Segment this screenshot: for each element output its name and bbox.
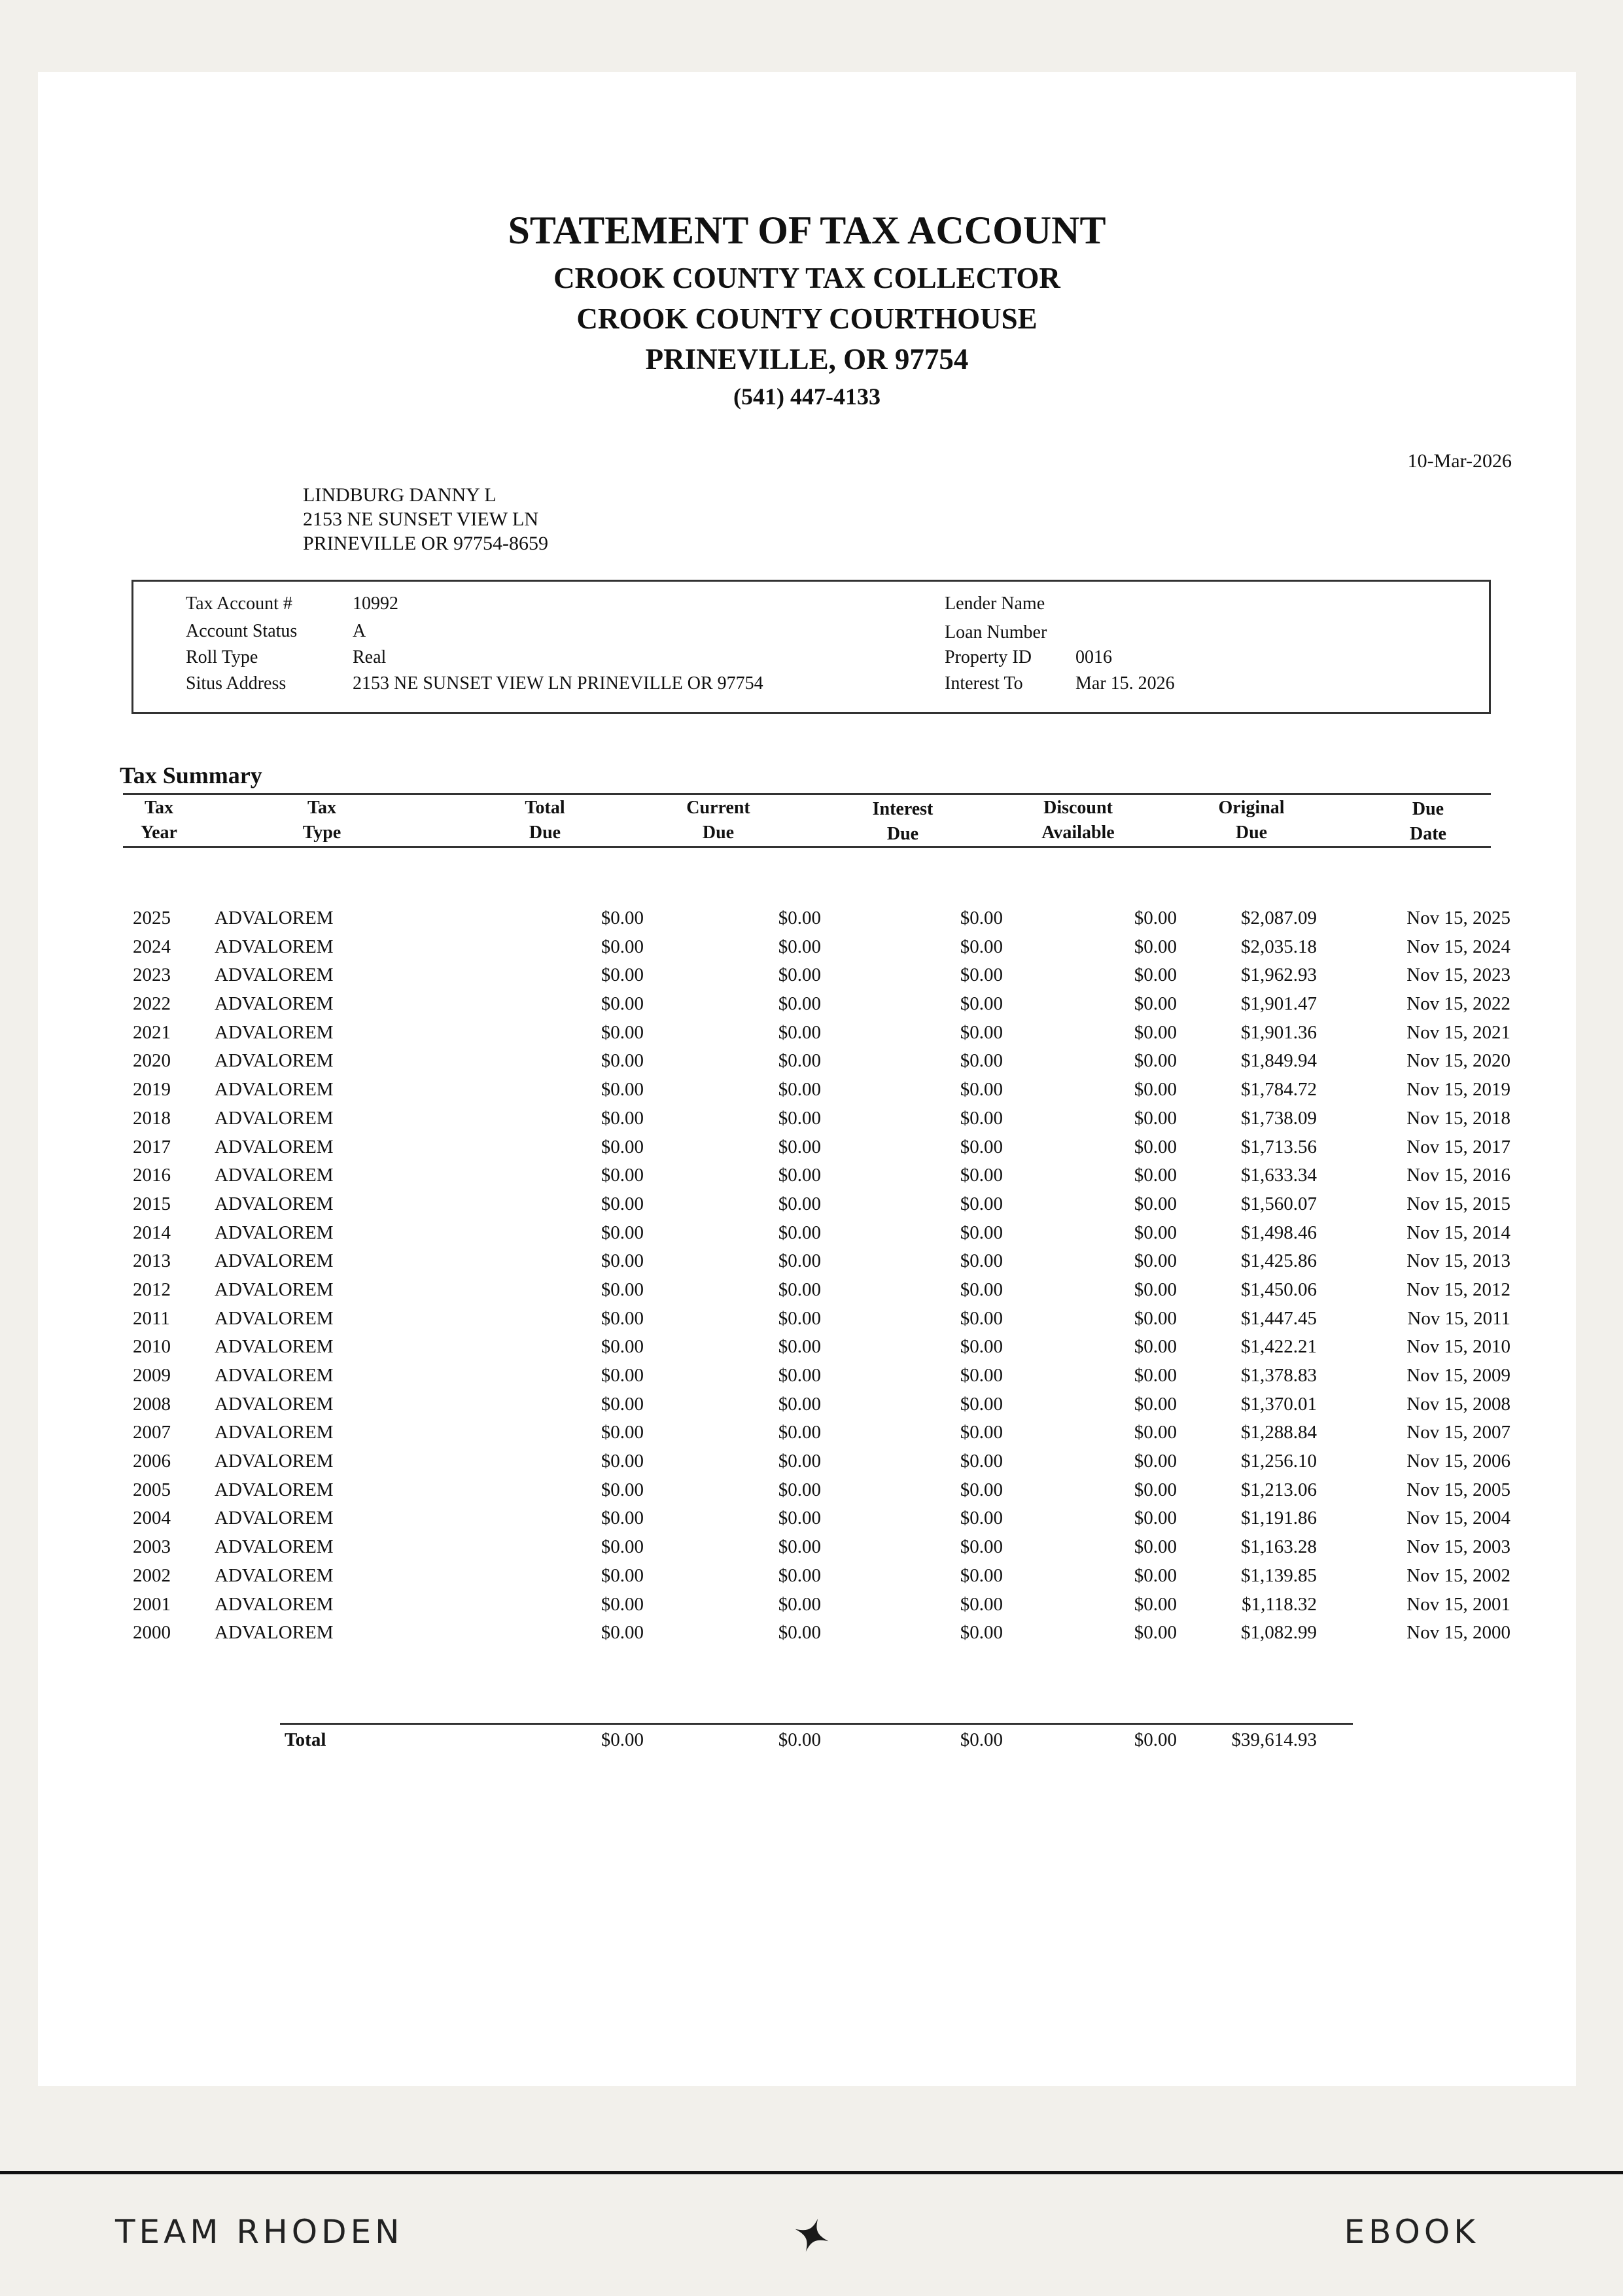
row-original-due: $1,118.32 — [1242, 1593, 1317, 1615]
owner-city: PRINEVILLE OR 97754-8659 — [303, 533, 548, 554]
row-discount-available: $0.00 — [1134, 1193, 1177, 1214]
row-current-due: $0.00 — [778, 1136, 821, 1157]
row-due-date: Nov 15, 2002 — [1406, 1564, 1510, 1586]
table-row — [38, 1076, 1576, 1104]
row-interest-due: $0.00 — [960, 1193, 1003, 1214]
row-discount-available: $0.00 — [1134, 1021, 1177, 1043]
row-due-date: Nov 15, 2006 — [1406, 1451, 1510, 1472]
row-current-due: $0.00 — [778, 1050, 821, 1072]
row-original-due: $1,784.72 — [1241, 1079, 1317, 1101]
row-total-due: $0.00 — [601, 1165, 644, 1186]
row-due-date: Nov 15, 2011 — [1407, 1307, 1510, 1329]
row-due-date: Nov 15, 2017 — [1406, 1136, 1510, 1157]
row-original-due: $1,450.06 — [1241, 1279, 1317, 1300]
row-original-due: $1,962.93 — [1241, 964, 1317, 986]
row-total-due: $0.00 — [601, 993, 644, 1015]
row-due-date: Nov 15, 2010 — [1406, 1336, 1510, 1358]
statement-header — [38, 203, 1576, 414]
row-discount-available: $0.00 — [1134, 1307, 1177, 1329]
row-original-due: $1,163.28 — [1241, 1536, 1317, 1558]
account-status-label: Account Status — [186, 621, 298, 641]
row-interest-due: $0.00 — [960, 1422, 1003, 1443]
col-due-date: Due Date — [1410, 799, 1446, 844]
row-discount-available: $0.00 — [1134, 993, 1177, 1015]
row-current-due: $0.00 — [778, 1451, 821, 1472]
row-current-due: $0.00 — [778, 1479, 821, 1500]
totals-label: Total — [285, 1729, 326, 1750]
row-tax-type: ADVALOREM — [215, 1508, 334, 1529]
row-total-due: $0.00 — [601, 1222, 644, 1243]
row-tax-type: ADVALOREM — [215, 1222, 334, 1243]
table-row — [38, 1190, 1576, 1219]
row-tax-type: ADVALOREM — [215, 964, 334, 986]
row-interest-due: $0.00 — [960, 1564, 1003, 1586]
table-row — [38, 1390, 1576, 1419]
table-row — [38, 904, 1576, 933]
row-due-date: Nov 15, 2001 — [1406, 1593, 1510, 1615]
lender-name-label: Lender Name — [945, 593, 1045, 614]
row-tax-year: 2011 — [133, 1307, 170, 1329]
row-tax-type: ADVALOREM — [215, 1307, 334, 1329]
row-tax-type: ADVALOREM — [215, 936, 334, 957]
row-tax-type: ADVALOREM — [215, 1564, 334, 1586]
row-interest-due: $0.00 — [960, 1451, 1003, 1472]
row-current-due: $0.00 — [778, 1222, 821, 1243]
situs-address-label: Situs Address — [186, 673, 287, 694]
row-tax-type: ADVALOREM — [215, 1136, 334, 1157]
row-due-date: Nov 15, 2015 — [1406, 1193, 1510, 1214]
table-row — [38, 1419, 1576, 1447]
row-current-due: $0.00 — [778, 908, 821, 928]
account-info-box — [131, 580, 1491, 714]
row-interest-due: $0.00 — [960, 1593, 1003, 1615]
row-original-due: $1,288.84 — [1241, 1422, 1317, 1443]
row-original-due: $1,447.45 — [1241, 1307, 1317, 1329]
row-due-date: Nov 15, 2012 — [1406, 1279, 1510, 1300]
row-total-due: $0.00 — [601, 1193, 644, 1214]
row-due-date: Nov 15, 2008 — [1406, 1393, 1510, 1415]
row-total-due: $0.00 — [601, 1365, 644, 1386]
row-due-date: Nov 15, 2009 — [1406, 1365, 1510, 1386]
table-row — [38, 1247, 1576, 1276]
table-row — [38, 1619, 1576, 1648]
row-original-due: $1,849.94 — [1241, 1050, 1317, 1072]
row-due-date: Nov 15, 2023 — [1406, 964, 1510, 986]
row-total-due: $0.00 — [601, 1307, 644, 1329]
statement-title: STATEMENT OF TAX ACCOUNT — [508, 209, 1106, 252]
row-current-due: $0.00 — [778, 1079, 821, 1101]
row-discount-available: $0.00 — [1134, 1479, 1177, 1500]
row-interest-due: $0.00 — [960, 993, 1003, 1015]
collector-name: CROOK COUNTY TAX COLLECTOR — [553, 262, 1060, 294]
row-total-due: $0.00 — [601, 1393, 644, 1415]
row-tax-type: ADVALOREM — [215, 1393, 334, 1415]
row-discount-available: $0.00 — [1134, 1079, 1177, 1101]
statement-date: 10-Mar-2026 — [1407, 450, 1512, 472]
table-row — [38, 1305, 1576, 1333]
totals-discount-available: $0.00 — [1134, 1729, 1177, 1750]
table-row — [38, 1533, 1576, 1562]
row-tax-year: 2021 — [133, 1021, 171, 1043]
row-interest-due: $0.00 — [960, 908, 1003, 928]
row-tax-type: ADVALOREM — [215, 1622, 334, 1644]
row-tax-year: 2009 — [133, 1365, 171, 1386]
row-current-due: $0.00 — [778, 1307, 821, 1329]
row-total-due: $0.00 — [601, 908, 644, 928]
row-interest-due: $0.00 — [960, 1079, 1003, 1101]
row-tax-type: ADVALOREM — [215, 1079, 334, 1101]
row-total-due: $0.00 — [601, 1508, 644, 1529]
row-interest-due: $0.00 — [960, 1336, 1003, 1358]
col-current-due: Current Due — [686, 798, 750, 843]
row-current-due: $0.00 — [778, 1365, 821, 1386]
row-original-due: $1,082.99 — [1241, 1622, 1317, 1644]
row-current-due: $0.00 — [778, 1107, 821, 1129]
row-discount-available: $0.00 — [1134, 936, 1177, 957]
row-due-date: Nov 15, 2018 — [1406, 1107, 1510, 1129]
row-tax-year: 2006 — [133, 1451, 171, 1472]
row-interest-due: $0.00 — [960, 1536, 1003, 1558]
table-row — [38, 1219, 1576, 1248]
table-row — [38, 1047, 1576, 1076]
row-current-due: $0.00 — [778, 1250, 821, 1272]
footer-brand: TEAM RHODEN — [115, 2213, 404, 2251]
row-discount-available: $0.00 — [1134, 1336, 1177, 1358]
row-current-due: $0.00 — [778, 1536, 821, 1558]
row-tax-type: ADVALOREM — [215, 1536, 334, 1558]
row-tax-year: 2008 — [133, 1393, 171, 1415]
row-discount-available: $0.00 — [1134, 1622, 1177, 1644]
row-tax-year: 2005 — [133, 1479, 171, 1500]
row-interest-due: $0.00 — [960, 1279, 1003, 1300]
row-current-due: $0.00 — [778, 1165, 821, 1186]
totals-current-due: $0.00 — [778, 1729, 821, 1750]
row-tax-year: 2007 — [133, 1422, 171, 1443]
row-current-due: $0.00 — [778, 936, 821, 957]
table-row — [38, 1333, 1576, 1362]
row-tax-year: 2019 — [133, 1079, 171, 1101]
row-due-date: Nov 15, 2004 — [1406, 1508, 1510, 1529]
row-due-date: Nov 15, 2024 — [1406, 936, 1510, 957]
tax-account-label: Tax Account # — [186, 593, 292, 614]
row-current-due: $0.00 — [778, 1393, 821, 1415]
table-row — [38, 1504, 1576, 1533]
row-tax-type: ADVALOREM — [215, 1193, 334, 1214]
row-discount-available: $0.00 — [1134, 908, 1177, 928]
row-tax-type: ADVALOREM — [215, 908, 334, 928]
row-tax-year: 2018 — [133, 1107, 171, 1129]
row-total-due: $0.00 — [601, 1593, 644, 1615]
row-due-date: Nov 15, 2025 — [1406, 908, 1510, 928]
row-total-due: $0.00 — [601, 1021, 644, 1043]
row-interest-due: $0.00 — [960, 1393, 1003, 1415]
row-tax-type: ADVALOREM — [215, 1279, 334, 1300]
row-tax-year: 2024 — [133, 936, 171, 957]
row-due-date: Nov 15, 2021 — [1406, 1021, 1510, 1043]
row-interest-due: $0.00 — [960, 1107, 1003, 1129]
collector-city: PRINEVILLE, OR 97754 — [645, 343, 969, 376]
row-discount-available: $0.00 — [1134, 1536, 1177, 1558]
row-interest-due: $0.00 — [960, 1050, 1003, 1072]
row-tax-year: 2004 — [133, 1508, 171, 1529]
row-tax-year: 2025 — [133, 908, 171, 928]
courthouse-name: CROOK COUNTY COURTHOUSE — [576, 302, 1038, 335]
table-row — [38, 1362, 1576, 1390]
table-row — [38, 961, 1576, 990]
totals-rule — [280, 1723, 1353, 1725]
row-original-due: $1,498.46 — [1241, 1222, 1317, 1243]
tax-summary-title: Tax Summary — [120, 762, 262, 788]
row-current-due: $0.00 — [778, 1593, 821, 1615]
four-point-star-icon — [792, 2215, 832, 2255]
tax-account-value: 10992 — [353, 593, 398, 614]
row-due-date: Nov 15, 2013 — [1406, 1250, 1510, 1272]
row-original-due: $1,425.86 — [1241, 1250, 1317, 1272]
row-interest-due: $0.00 — [960, 964, 1003, 986]
row-tax-year: 2023 — [133, 964, 171, 986]
row-tax-type: ADVALOREM — [215, 1479, 334, 1500]
row-total-due: $0.00 — [601, 1250, 644, 1272]
table-row — [38, 1019, 1576, 1048]
row-due-date: Nov 15, 2016 — [1406, 1165, 1510, 1186]
row-discount-available: $0.00 — [1134, 1250, 1177, 1272]
row-tax-year: 2003 — [133, 1536, 171, 1558]
row-discount-available: $0.00 — [1134, 1593, 1177, 1615]
row-tax-year: 2020 — [133, 1050, 171, 1072]
row-interest-due: $0.00 — [960, 1250, 1003, 1272]
row-tax-type: ADVALOREM — [215, 1107, 334, 1129]
table-row — [38, 1476, 1576, 1505]
row-discount-available: $0.00 — [1134, 1422, 1177, 1443]
row-current-due: $0.00 — [778, 1422, 821, 1443]
table-row — [38, 990, 1576, 1019]
row-interest-due: $0.00 — [960, 1136, 1003, 1157]
row-discount-available: $0.00 — [1134, 1107, 1177, 1129]
row-total-due: $0.00 — [601, 1422, 644, 1443]
row-due-date: Nov 15, 2019 — [1406, 1079, 1510, 1101]
row-tax-type: ADVALOREM — [215, 1165, 334, 1186]
roll-type-label: Roll Type — [186, 647, 258, 667]
row-discount-available: $0.00 — [1134, 1222, 1177, 1243]
row-tax-year: 2001 — [133, 1593, 171, 1615]
row-total-due: $0.00 — [601, 1479, 644, 1500]
summary-top-rule — [123, 793, 1491, 795]
interest-to-value: Mar 15. 2026 — [1075, 673, 1175, 694]
totals-interest-due: $0.00 — [960, 1729, 1003, 1750]
row-current-due: $0.00 — [778, 1279, 821, 1300]
row-tax-type: ADVALOREM — [215, 993, 334, 1015]
row-discount-available: $0.00 — [1134, 1136, 1177, 1157]
row-original-due: $2,035.18 — [1241, 936, 1317, 957]
row-due-date: Nov 15, 2007 — [1406, 1422, 1510, 1443]
table-row — [38, 1276, 1576, 1305]
roll-type-value: Real — [353, 647, 387, 667]
row-discount-available: $0.00 — [1134, 1508, 1177, 1529]
row-interest-due: $0.00 — [960, 1365, 1003, 1386]
row-tax-year: 2022 — [133, 993, 171, 1015]
row-tax-year: 2002 — [133, 1564, 171, 1586]
row-original-due: $1,738.09 — [1241, 1107, 1317, 1129]
row-due-date: Nov 15, 2000 — [1406, 1622, 1510, 1644]
owner-name: LINDBURG DANNY L — [303, 484, 497, 506]
row-tax-year: 2012 — [133, 1279, 171, 1300]
row-current-due: $0.00 — [778, 1564, 821, 1586]
row-discount-available: $0.00 — [1134, 1365, 1177, 1386]
col-tax-year: Tax Year — [141, 798, 177, 843]
row-current-due: $0.00 — [778, 964, 821, 986]
totals-original-due: $39,614.93 — [1231, 1729, 1317, 1750]
row-total-due: $0.00 — [601, 1451, 644, 1472]
row-total-due: $0.00 — [601, 1564, 644, 1586]
totals-total-due: $0.00 — [601, 1729, 644, 1750]
row-original-due: $1,213.06 — [1241, 1479, 1317, 1500]
table-row — [38, 1562, 1576, 1591]
mailing-address — [303, 483, 548, 556]
row-tax-type: ADVALOREM — [215, 1593, 334, 1615]
row-original-due: $2,087.09 — [1241, 908, 1317, 928]
totals-row — [38, 1725, 1576, 1754]
row-original-due: $1,139.85 — [1241, 1564, 1317, 1586]
row-original-due: $1,560.07 — [1241, 1193, 1317, 1214]
col-discount-available: Discount Available — [1041, 798, 1115, 843]
row-current-due: $0.00 — [778, 1508, 821, 1529]
owner-street: 2153 NE SUNSET VIEW LN — [303, 508, 538, 530]
row-interest-due: $0.00 — [960, 1165, 1003, 1186]
row-interest-due: $0.00 — [960, 1479, 1003, 1500]
row-total-due: $0.00 — [601, 1079, 644, 1101]
row-discount-available: $0.00 — [1134, 1279, 1177, 1300]
summary-header-rule — [123, 846, 1491, 848]
property-id-value: 0016 — [1075, 647, 1112, 667]
row-total-due: $0.00 — [601, 1279, 644, 1300]
table-row — [38, 1161, 1576, 1190]
row-current-due: $0.00 — [778, 1193, 821, 1214]
row-current-due: $0.00 — [778, 1622, 821, 1644]
row-original-due: $1,378.83 — [1241, 1365, 1317, 1386]
table-row — [38, 1447, 1576, 1476]
collector-phone: (541) 447-4133 — [733, 383, 881, 410]
row-tax-year: 2010 — [133, 1336, 171, 1358]
row-current-due: $0.00 — [778, 993, 821, 1015]
row-total-due: $0.00 — [601, 1336, 644, 1358]
row-tax-year: 2014 — [133, 1222, 171, 1243]
col-interest-due: Interest Due — [872, 799, 934, 844]
col-total-due: Total Due — [525, 798, 565, 843]
row-due-date: Nov 15, 2003 — [1406, 1536, 1510, 1558]
col-original-due: Original Due — [1218, 798, 1285, 843]
row-original-due: $1,901.36 — [1241, 1021, 1317, 1043]
row-total-due: $0.00 — [601, 1136, 644, 1157]
row-due-date: Nov 15, 2005 — [1406, 1479, 1510, 1500]
row-due-date: Nov 15, 2014 — [1406, 1222, 1510, 1243]
row-interest-due: $0.00 — [960, 936, 1003, 957]
table-row — [38, 1133, 1576, 1162]
statement-page — [38, 72, 1576, 2086]
row-tax-year: 2016 — [133, 1165, 171, 1186]
row-original-due: $1,901.47 — [1241, 993, 1317, 1015]
row-tax-type: ADVALOREM — [215, 1250, 334, 1272]
row-tax-type: ADVALOREM — [215, 1050, 334, 1072]
row-original-due: $1,422.21 — [1241, 1336, 1317, 1358]
footer-label: EBOOK — [1344, 2213, 1479, 2251]
row-tax-type: ADVALOREM — [215, 1451, 334, 1472]
row-tax-year: 2000 — [133, 1622, 171, 1644]
row-total-due: $0.00 — [601, 964, 644, 986]
situs-address-value: 2153 NE SUNSET VIEW LN PRINEVILLE OR 97754 — [353, 673, 763, 694]
row-original-due: $1,633.34 — [1241, 1165, 1317, 1186]
row-interest-due: $0.00 — [960, 1508, 1003, 1529]
table-row — [38, 1591, 1576, 1619]
row-due-date: Nov 15, 2020 — [1406, 1050, 1510, 1072]
row-tax-year: 2013 — [133, 1250, 171, 1272]
row-interest-due: $0.00 — [960, 1021, 1003, 1043]
row-total-due: $0.00 — [601, 936, 644, 957]
row-interest-due: $0.00 — [960, 1307, 1003, 1329]
table-row — [38, 933, 1576, 962]
row-discount-available: $0.00 — [1134, 964, 1177, 986]
interest-to-label: Interest To — [945, 673, 1023, 694]
row-original-due: $1,713.56 — [1241, 1136, 1317, 1157]
row-current-due: $0.00 — [778, 1336, 821, 1358]
tax-summary-rows — [38, 904, 1576, 1648]
row-original-due: $1,256.10 — [1241, 1451, 1317, 1472]
footer-divider — [0, 2171, 1623, 2174]
row-tax-type: ADVALOREM — [215, 1021, 334, 1043]
row-tax-type: ADVALOREM — [215, 1365, 334, 1386]
row-due-date: Nov 15, 2022 — [1406, 993, 1510, 1015]
row-total-due: $0.00 — [601, 1050, 644, 1072]
row-discount-available: $0.00 — [1134, 1393, 1177, 1415]
table-row — [38, 1104, 1576, 1133]
row-current-due: $0.00 — [778, 1021, 821, 1043]
account-status-value: A — [353, 621, 366, 641]
row-discount-available: $0.00 — [1134, 1564, 1177, 1586]
row-total-due: $0.00 — [601, 1622, 644, 1644]
loan-number-label: Loan Number — [945, 622, 1047, 643]
row-discount-available: $0.00 — [1134, 1451, 1177, 1472]
row-tax-year: 2015 — [133, 1193, 171, 1214]
row-interest-due: $0.00 — [960, 1222, 1003, 1243]
row-total-due: $0.00 — [601, 1536, 644, 1558]
row-original-due: $1,191.86 — [1241, 1508, 1317, 1529]
row-total-due: $0.00 — [601, 1107, 644, 1129]
row-discount-available: $0.00 — [1134, 1165, 1177, 1186]
row-tax-year: 2017 — [133, 1136, 171, 1157]
row-interest-due: $0.00 — [960, 1622, 1003, 1644]
col-tax-type: Tax Type — [302, 798, 341, 843]
row-original-due: $1,370.01 — [1241, 1393, 1317, 1415]
row-discount-available: $0.00 — [1134, 1050, 1177, 1072]
property-id-label: Property ID — [945, 647, 1032, 667]
row-tax-type: ADVALOREM — [215, 1422, 334, 1443]
row-tax-type: ADVALOREM — [215, 1336, 334, 1358]
